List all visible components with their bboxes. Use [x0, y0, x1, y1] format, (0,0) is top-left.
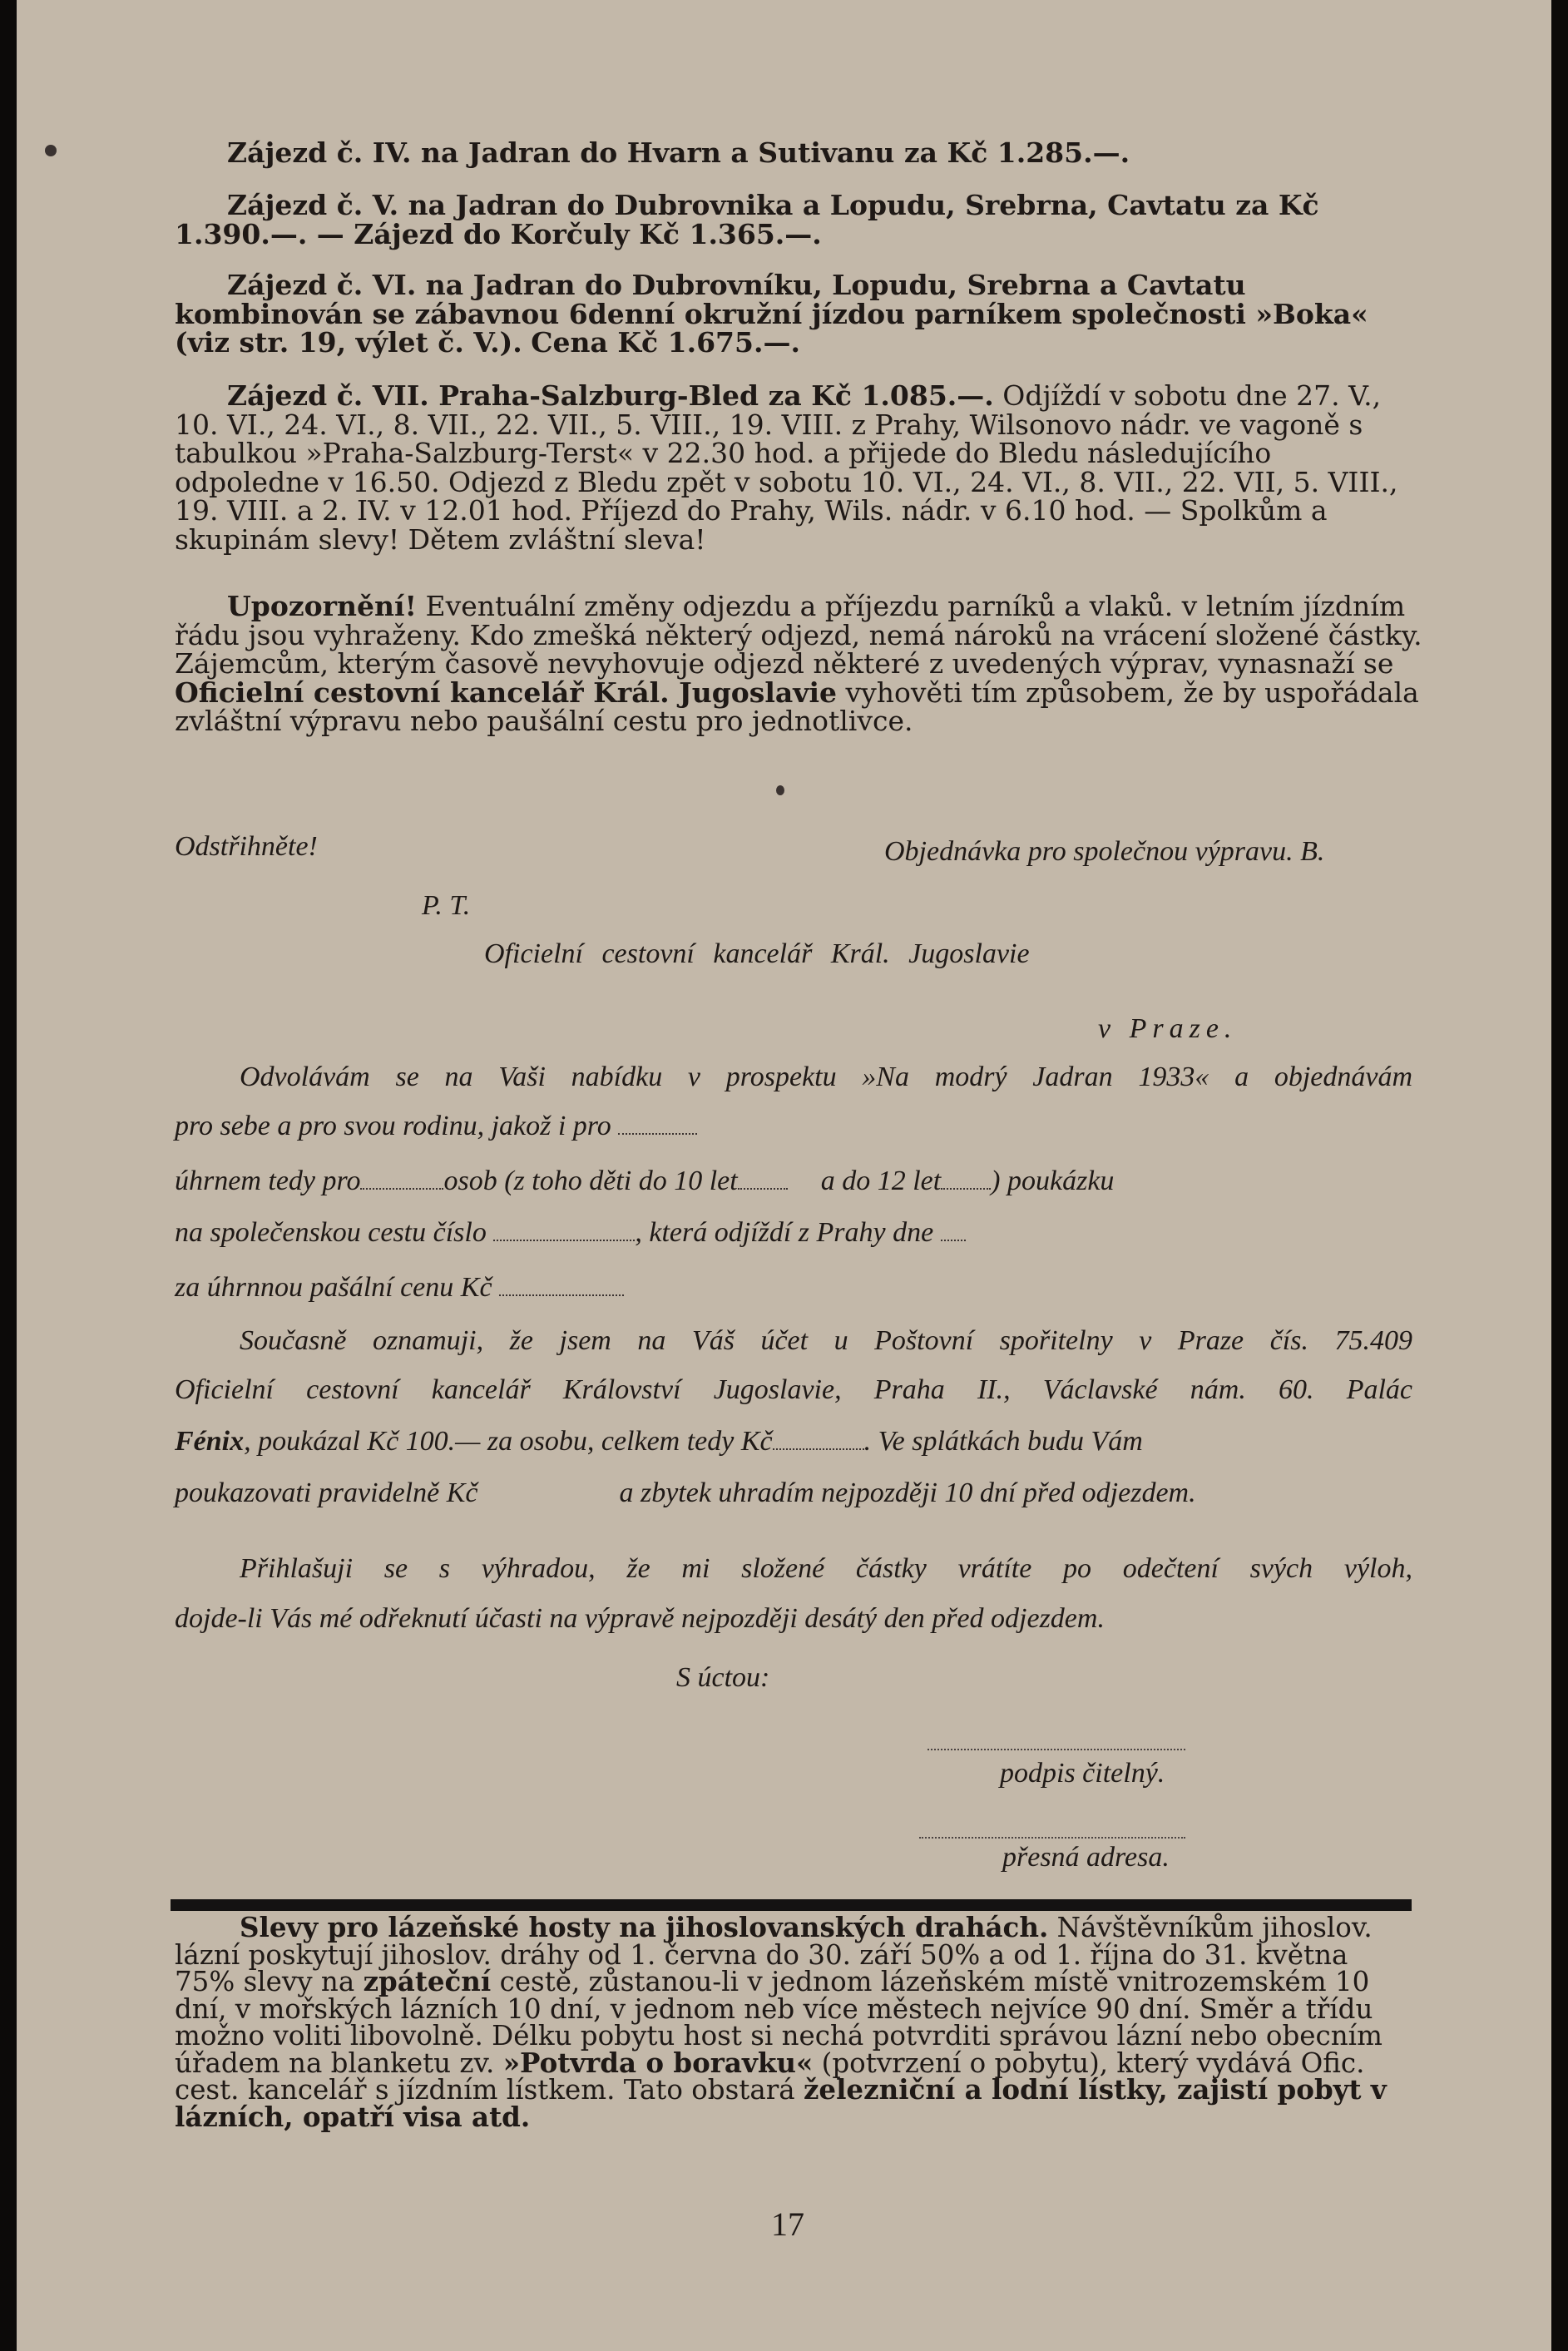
- departure-date-field[interactable]: [941, 1240, 966, 1241]
- tour-vii: [175, 379, 1422, 556]
- form-line-4: [175, 1219, 966, 1248]
- address-line[interactable]: [919, 1837, 1185, 1839]
- section-divider: [171, 1899, 1412, 1911]
- children-under-10-field[interactable]: [738, 1188, 788, 1190]
- stain-mark: [776, 785, 784, 795]
- signature-label: podpis čitelný.: [1000, 1758, 1165, 1789]
- form-line-3-text-a: úhrnem tedy pro: [175, 1166, 361, 1196]
- form-line-3-text-b: osob (z toho děti do 10 let: [443, 1166, 738, 1196]
- notice-agency: Oficielní cestovní kancelář Král. Jugoslavie: [175, 676, 838, 709]
- spa-text-2: cestě, zůstanou-li v jednom lázeňském místě vnitrozemském 10 dní, v mořských lázních 10 dní, v jednom neb více městech nejvíce 90 dní. Směr a třídu možno voliti libovolně. Délku pobytu host si nechá potvrditi správou lázní nebo obecním úřadem na blanketu zv.: [175, 1966, 1383, 2079]
- spa-text-3: (potvrzení o pobytu), který vydává Ofic. cest. kancelář s jízdním lístkem. Tato obstará: [175, 2047, 1365, 2106]
- tour-v: Zájezd č. V. na Jadran do Dubrovnika a Lopudu, Srebrna, Cavtatu za Kč 1.390.—. — Zájezd do Korčuly Kč 1.365.—.: [175, 189, 1319, 250]
- regards: S úctou:: [676, 1662, 770, 1693]
- form-line-3-text-d: ) poukázku: [991, 1166, 1115, 1196]
- form-line-3-text-c: a do 12 let: [820, 1166, 942, 1196]
- tour-vi-text: Zájezd č. VI. na Jadran do Dubrovníku, Lopudu, Srebrna a Cavtatu kombinován se zábavnou 6denní okružní jízdou parníkem společnosti »Boka« (viz str. 19, výlet č. V.).: [175, 269, 1368, 359]
- persons-count-field[interactable]: [360, 1188, 443, 1190]
- salutation: P. T.: [422, 890, 471, 921]
- signature-line[interactable]: [927, 1749, 1185, 1750]
- form-line-8-fenix: Fénix: [175, 1426, 245, 1457]
- form-line-4-text-a: na společenskou cestu číslo: [175, 1217, 487, 1248]
- form-line-1: Odvolávám se na Vaši nabídku v prospektu »Na modrý Jadran 1933« a objednávám: [240, 1062, 1412, 1092]
- tour-vi: [175, 271, 1422, 358]
- document-page: [17, 0, 1551, 2351]
- form-line-8: [175, 1428, 1414, 1457]
- form-line-8-text-b: , poukázal Kč 100.— za osobu, celkem tedy Kč: [244, 1426, 773, 1457]
- form-line-6: Současně oznamuji, že jsem na Váš účet u Poštovní spořitelny v Praze čís. 75.409: [240, 1325, 1412, 1356]
- form-line-9: [175, 1479, 1414, 1508]
- form-line-9-text-a: poukazovati pravidelně Kč: [175, 1477, 478, 1508]
- spa-head: Slevy pro lázeňské hosty na jihoslovanských drahách.: [240, 1911, 1049, 1943]
- recipient-city: v Praze.: [1098, 1013, 1238, 1044]
- companions-field[interactable]: [618, 1133, 697, 1135]
- tour-iv: Zájezd č. IV. na Jadran do Hvarn a Sutivanu za Kč 1.285.—.: [227, 136, 1130, 169]
- spa-paragraph: [175, 1911, 1414, 2133]
- tour-vii-head: Zájezd č. VII. Praha-Salzburg-Bled za Kč 1.085.—.: [227, 379, 994, 412]
- punch-hole-mark: [45, 145, 57, 156]
- form-line-7: Oficielní cestovní kancelář Království Jugoslavie, Praha II., Václavské nám. 60. Palác: [175, 1374, 1412, 1405]
- form-line-10: Přihlašuji se s výhradou, že mi složené částky vrátíte po odečtení svých výloh,: [240, 1553, 1412, 1584]
- form-line-3: [175, 1167, 1414, 1196]
- installment-field[interactable]: [477, 1500, 619, 1502]
- spa-text-1: Návštěvníkům jihoslov. lázní poskytují jihoslov. dráhy od 1. června do 30. září 50% a od 1. října do 31. května 75% slevy na: [175, 1912, 1373, 1997]
- order-title: Objednávka pro společnou výpravu. B.: [884, 836, 1325, 867]
- form-line-8-text-c: . Ve splátkách budu Vám: [863, 1426, 1143, 1457]
- form-line-2-text: pro sebe a pro svou rodinu, jakož i pro: [175, 1111, 611, 1141]
- notice-head: Upozornění!: [227, 590, 418, 622]
- form-line-5-text: za úhrnnou pašální cenu Kč: [175, 1272, 492, 1303]
- tour-vii-body: Odjíždí v sobotu dne 27. V., 10. VI., 24. VI., 8. VII., 22. VII., 5. VIII., 19. VIII. z Prahy, Wilsonovo nádr. ve vagoně s tabulkou »Praha-Salzburg-Terst« v 22.30 hod. a přijede do Bledu následujícího odpoledne v 16.50. Odjezd z Bledu zpět v sobotu 10. VI., 24. VI., 8. VII., 22. VII, 5. VIII., 19. VIII. a 2. IV. v 12.01 hod. Příjezd do Prahy, Wils. nádr. v 6.10 hod. — Spolkům a skupinám slevy! Dětem zvláštní sleva!: [175, 379, 1398, 556]
- spa-return-trip: zpáteční: [363, 1965, 492, 1997]
- form-line-4-text-b: , která odjíždí z Prahy dne: [635, 1217, 934, 1248]
- form-line-5: [175, 1274, 624, 1303]
- total-price-field[interactable]: [499, 1294, 624, 1296]
- notice-paragraph: [175, 592, 1422, 736]
- notice-text-1: Eventuální změny odjezdu a příjezdu parníků a vlaků. v letním jízdním řádu jsou vyhraženy. Kdo zmešká některý odjezd, nemá nároků na vrácení složené částky. Zájemcům, kterým časově nevyhovuje odjezd některé z uvedených výprav, vynasnaží se: [175, 590, 1422, 680]
- tour-vi-price: Cena Kč 1.675.—.: [531, 326, 800, 359]
- address-label: přesná adresa.: [1002, 1842, 1170, 1873]
- spa-form-name: »Potvrda o boravku«: [502, 2046, 814, 2079]
- page-number: 17: [771, 2205, 804, 2243]
- total-paid-field[interactable]: [773, 1448, 864, 1450]
- cut-label: Odstřihněte!: [175, 831, 318, 862]
- recipient: Oficielní cestovní kancelář Král. Jugoslavie: [484, 938, 1030, 969]
- notice-text-2: vyhověti tím způsobem, že by uspořádala zvláštní výpravu nebo paušální cestu pro jednotlivce.: [175, 676, 1419, 737]
- children-under-12-field[interactable]: [941, 1188, 991, 1190]
- form-line-2: [175, 1112, 697, 1141]
- form-line-11: dojde-li Vás mé odřeknutí účasti na výpravě nejpozději desátý den před odjezdem.: [175, 1603, 1105, 1634]
- trip-number-field[interactable]: [493, 1240, 635, 1241]
- spa-tickets: železniční a lodní lístky, zajistí pobyt v lázních, opatří visa atd.: [175, 2073, 1387, 2133]
- form-line-9-text-b: a zbytek uhradím nejpozději 10 dní před odjezdem.: [619, 1477, 1196, 1508]
